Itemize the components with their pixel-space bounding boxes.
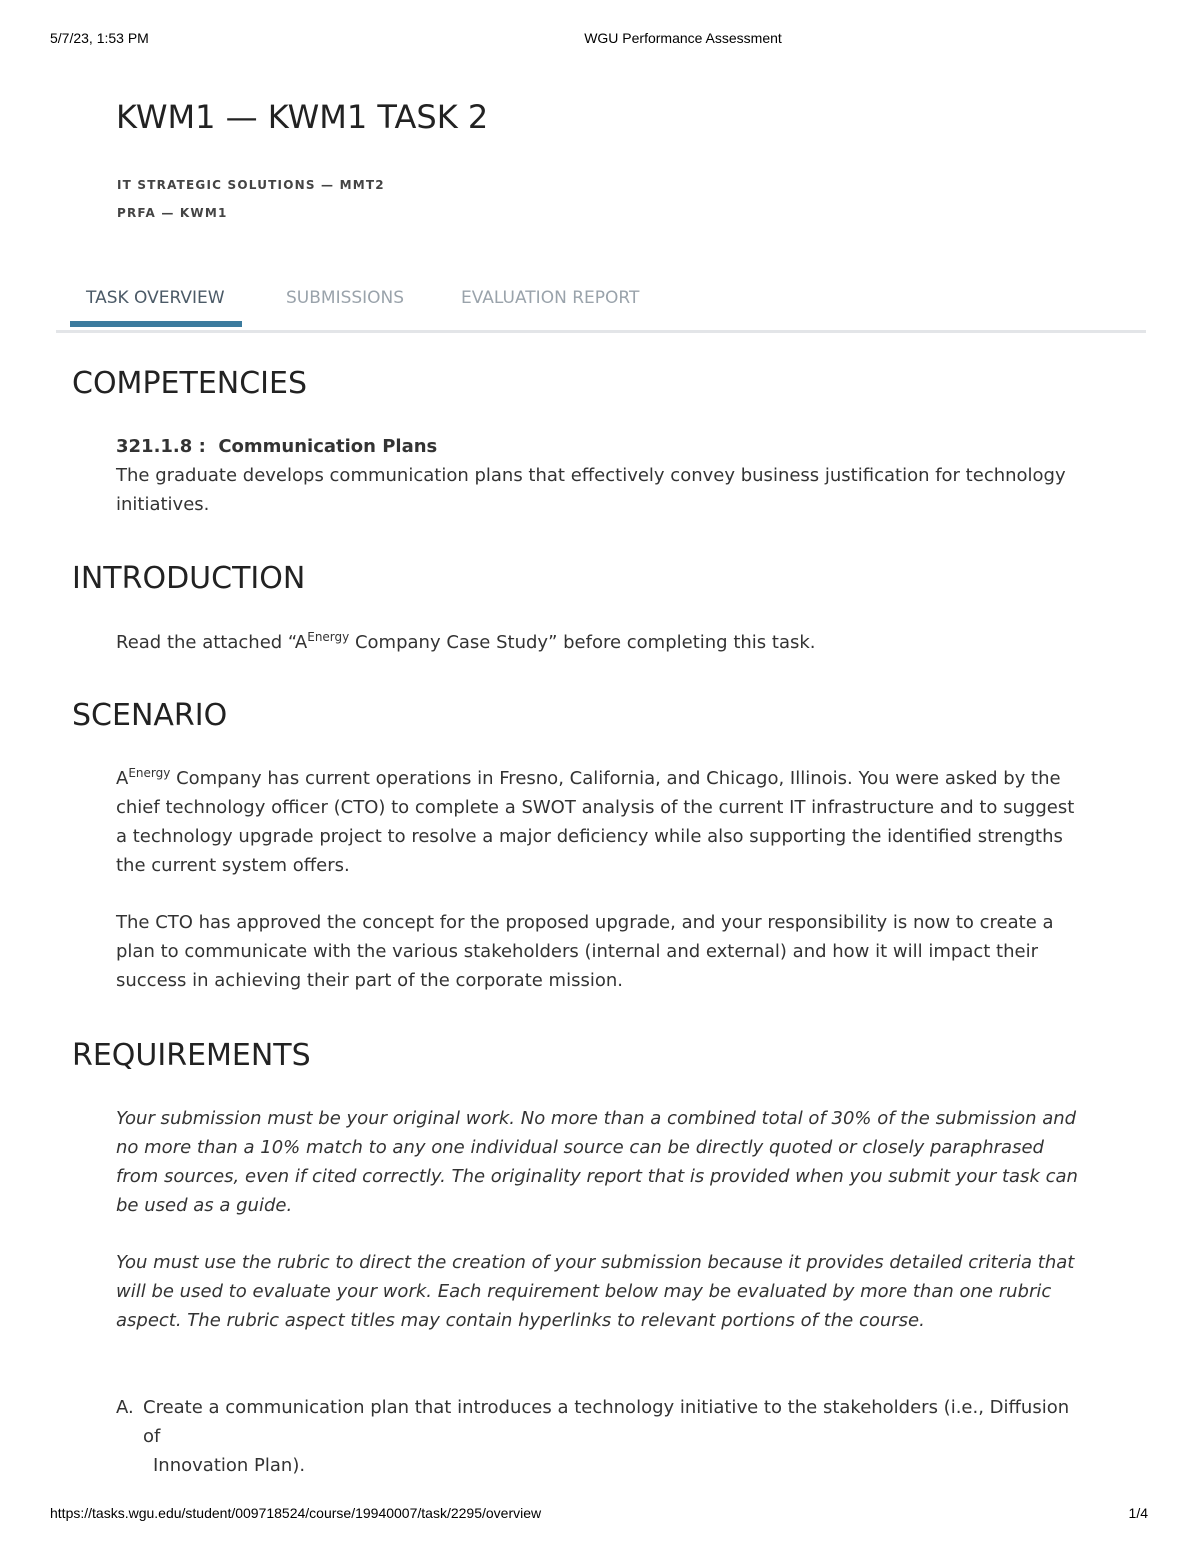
scenario-paragraph-1: $A^{Energy}$ Company has current operations in Fresno, California, and Chicago, Illinois. You were asked by the chief technology officer (CTO) to complete a SWOT analysis of the current IT infrastructure and to suggest a technology upgrade project to resolve a major deficiency while also supporting the identified strengths the current system offers. (116, 766, 1075, 876)
tab-submissions[interactable]: SUBMISSIONS (286, 288, 405, 308)
requirement-text-line-2: Innovation Plan). (153, 1455, 306, 1476)
requirement-marker: A. (116, 1397, 134, 1418)
page-url: https://tasks.wgu.edu/student/009718524/course/19940007/task/2295/overview (50, 1505, 542, 1521)
requirements-originality-note: Your submission must be your original work. No more than a combined total of 30% of the submission and no more than a 10% match to any one individual source can be directly quoted or closely paraphrased from sources, even if cited correctly. The originality report that is provided when you submit your task can be used as a guide. (116, 1108, 1078, 1216)
print-datetime: 5/7/23, 1:53 PM (50, 30, 149, 46)
energy-superscript: Energy (128, 766, 171, 780)
requirements-rubric-note: You must use the rubric to direct the creation of your submission because it provides detailed criteria that will be used to evaluate your work. Each requirement below may be evaluated by more than one rubric aspect. The rubric aspect titles may contain hyperlinks to relevant portions of the course. (116, 1252, 1075, 1331)
course-name: IT STRATEGIC SOLUTIONS — MMT2 (117, 178, 385, 192)
active-tab-indicator (70, 321, 242, 327)
task-title: KWM1 — KWM1 TASK 2 (116, 98, 489, 136)
tab-task-overview[interactable]: TASK OVERVIEW (86, 288, 225, 308)
competency-item (116, 432, 1091, 519)
introduction-heading: INTRODUCTION (72, 561, 306, 596)
competency-name: Communication Plans (218, 436, 438, 457)
tab-evaluation-report[interactable]: EVALUATION REPORT (461, 288, 640, 308)
requirement-text-line-1: Create a communication plan that introduces a technology initiative to the stakeholders (i.e., Diffusion of (143, 1397, 1070, 1447)
print-page-title: WGU Performance Assessment (584, 30, 782, 46)
introduction-text: Read the attached “$A^{Energy}$ Company Case Study” before completing this task. (116, 630, 816, 653)
assessment-code: PRFA — KWM1 (117, 206, 228, 220)
task-tabs (56, 280, 1146, 333)
requirement-item-a (116, 1393, 1091, 1480)
energy-superscript: Energy (307, 630, 350, 644)
scenario-heading: SCENARIO (72, 698, 228, 733)
requirements-heading: REQUIREMENTS (72, 1038, 311, 1073)
competency-description: The graduate develops communication plans that effectively convey business justification for technology initiatives. (116, 465, 1066, 515)
competency-code: 321.1.8 : (116, 436, 206, 457)
competency-title (116, 432, 1091, 461)
competencies-heading: COMPETENCIES (72, 366, 308, 401)
page-number: 1/4 (1128, 1505, 1148, 1521)
scenario-paragraph-2: The CTO has approved the concept for the proposed upgrade, and your responsibility is now to create a plan to communicate with the various stakeholders (internal and external) and how it will impact their success in achieving their part of the corporate mission. (116, 912, 1054, 991)
